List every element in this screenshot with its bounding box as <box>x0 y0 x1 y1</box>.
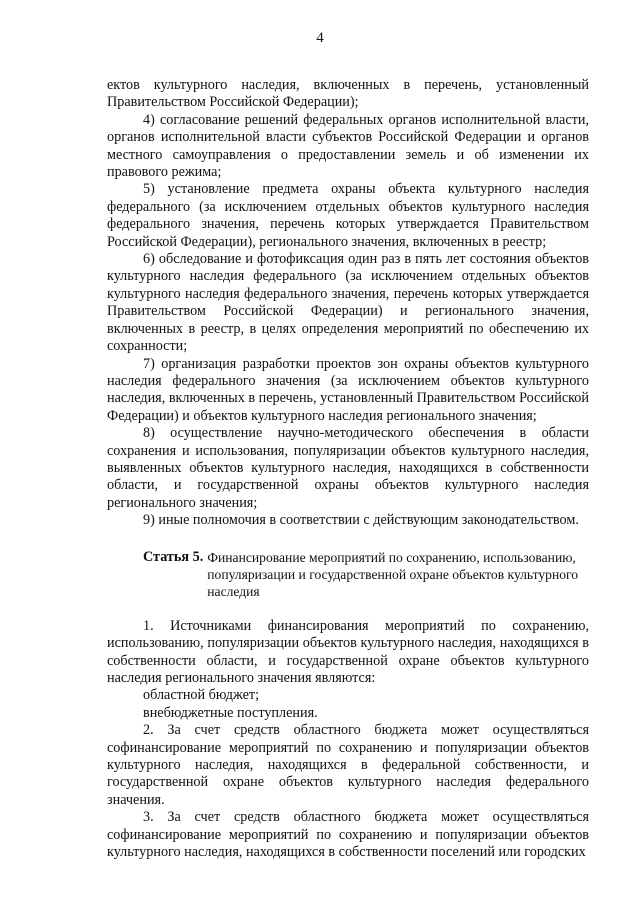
page-number: 4 <box>316 30 324 46</box>
list-item: внебюджетные поступления. <box>143 704 318 721</box>
paragraph: 2. За счет средств областного бюджета может осуществляться софинансирование мероприятий по сохранению и популяризации объектов культурного наследия, находящихся в федеральной собственности, и государственной охране объектов культурного наследия федерального значения. <box>107 722 589 808</box>
article-title: Финансирование мероприятий по сохранению, использованию, популяризации и государственной охране объектов культурного наследия <box>207 549 579 600</box>
paragraph: 4) согласование решений федеральных органов исполнительной власти, органов исполнительной власти субъектов Российской Федерации и органов местного самоуправления о предоставлении земель и об изменении их правового режима; <box>107 111 589 181</box>
paragraph: 8) осуществление научно-методического обеспечения в области сохранения и использования, популяризации объектов культурного наследия, выявленных объектов культурного наследия, находящихся в собственности области, и государственной охраны объектов культурного наследия регионального значения; <box>107 425 589 511</box>
paragraph: 6) обследование и фотофиксация один раз в пять лет состояния объектов культурного наследия федерального (за исключением отдельных объектов культурного наследия федерального значения, перечень которых утверждается Правительством Российской Федерации) и регионального значения, включенных в реестр, в целях определения мероприятий по обеспечению их сохранности; <box>107 251 589 355</box>
article-heading <box>107 549 589 601</box>
paragraph: 3. За счет средств областного бюджета может осуществляться софинансирование мероприятий по сохранению и популяризации объектов культурного наследия, находящихся в собственности поселений или городских <box>107 809 589 861</box>
document-body <box>107 77 589 861</box>
paragraph: 7) организация разработки проектов зон охраны объектов культурного наследия федерального значения (за исключением объектов культурного наследия, включенных в перечень, установленный Правительством Российской Федерации) и объектов культурного наследия регионального значения; <box>107 355 589 424</box>
paragraph: 1. Источниками финансирования мероприятий по сохранению, использованию, популяризации объектов культурного наследия, находящихся в собственности области, и государственной охране объектов культурного наследия регионального значения являются: <box>107 617 589 686</box>
article-label: Статья 5. <box>143 548 204 565</box>
paragraph: 9) иные полномочия в соответствии с действующим законодательством. <box>143 512 579 529</box>
paragraph: 5) установление предмета охраны объекта культурного наследия федерального (за исключением отдельных объектов культурного наследия федерального значения, перечень которых утверждается Правительством Российской Федерации), регионального значения, включенных в реестр; <box>107 181 589 250</box>
list-item: областной бюджет; <box>143 687 260 704</box>
paragraph: ектов культурного наследия, включенных в перечень, установленный Правительством Российской Федерации); <box>107 77 589 111</box>
